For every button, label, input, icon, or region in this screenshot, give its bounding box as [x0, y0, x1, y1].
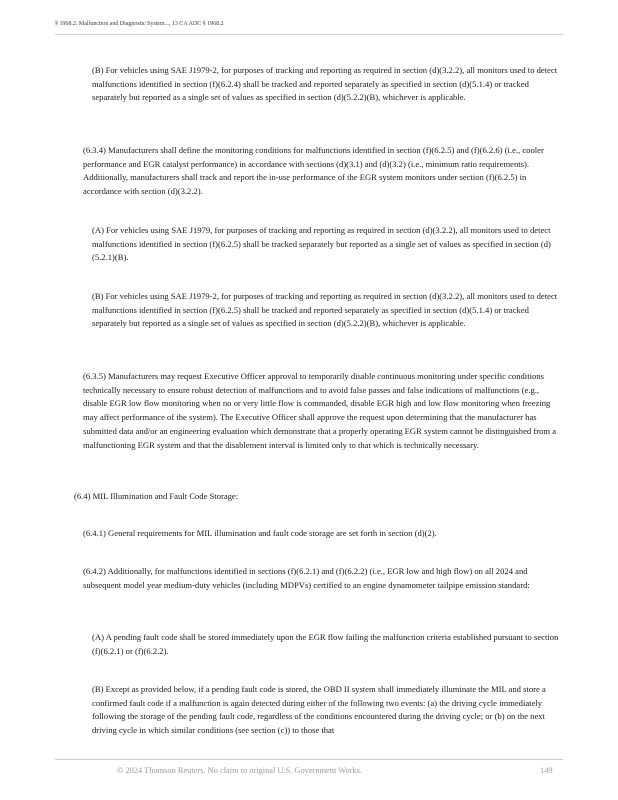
paragraph-6-3-3-b: (B) For vehicles using SAE J1979-2, for purposes of tracking and reporting as required in section (d)(3.2.2), all monitors used to detect malfunctions identified in section (f)(6.2.4) shall be tracked and reported separately as specified in section (d)(5.1.4) or tracked separately but reported as a single set of values as specified in section (d)(5.2.2)(B), whichever is applicable. [92, 65, 558, 103]
paragraph-6-4-2-a: (A) A pending fault code shall be stored immediately upon the EGR flow failing the malfunction criteria established pursuant to section (f)(6.2.1) or (f)(6.2.2). [92, 632, 559, 656]
paragraph-6-3-4: (6.3.4) Manufacturers shall define the monitoring conditions for malfunctions identified in section (f)(6.2.5) and (f)(6.2.6) (i.e., cooler performance and EGR catalyst performance) in accordance with sections (d)(3.1) and (d)(3.2) (i.e., minimum ratio requirements). Additionally, manufacturers shall track and report the in-use performance of the EGR system monitors under section (f)(6.2.5) in accordance with section (d)(3.2.2). [83, 145, 544, 197]
paragraph-6-3-4-b: (B) For vehicles using SAE J1979-2, for purposes of tracking and reporting as required in section (d)(3.2.2), all monitors used to detect malfunctions identified in section (f)(6.2.5) shall be tracked and reported separately as specified in section (d)(5.1.4) or tracked separately but reported as a single set of values as specified in section (d)(5.2.2)(B), whichever is applicable. [92, 291, 558, 329]
paragraph-6-4-2: (6.4.2) Additionally, for malfunctions identified in sections (f)(6.2.1) and (f)(6.2.2) (i.e., EGR low and high flow) on all 2024 and subsequent model year medium-duty vehicles (including MDPVs) certified to an engine dynamometer tailpipe emission standard: [83, 566, 530, 590]
copyright-notice: © 2024 Thomson Reuters. No claim to original U.S. Government Works. [117, 766, 362, 775]
document-citation-header: § 1968.2. Malfunction and Diagnostic System..., 13 CA ADC § 1968.2 [55, 20, 224, 27]
paragraph-6-3-5: (6.3.5) Manufacturers may request Executive Officer approval to temporarily disable continuous monitoring under specific conditions technically necessary to ensure robust detection of malfunctions and to avoid false passes and false indications of malfunctions (e.g., disable EGR low flow monitoring when no or very little flow is commanded, disable EGR high and low flow monitoring when freezing may affect performance of the system). The Executive Officer shall approve the request upon determining that the manufacturer has submitted data and/or an engineering evaluation which demonstrate that a properly operating EGR system cannot be distinguished from a malfunctioning EGR system and that the disablement interval is limited only to that which is technically necessary. [83, 371, 557, 450]
section-heading-6-4: (6.4) MIL Illumination and Fault Code Storage: [74, 491, 239, 501]
footer-divider [55, 759, 563, 760]
paragraph-6-4-2-b: (B) Except as provided below, if a pending fault code is stored, the OBD II system shall immediately illuminate the MIL and store a confirmed fault code if a malfunction is again detected during either of the following two events: (a) the driving cycle immediately following the storage of the pending fault code, regardless of the conditions encountered during the driving cycle; or (b) on the next driving cycle in which similar conditions (see section (c)) to those that [92, 684, 546, 736]
header-divider [55, 34, 563, 35]
paragraph-6-4-1: (6.4.1) General requirements for MIL illumination and fault code storage are set forth in section (d)(2). [83, 528, 437, 538]
page-number: 149 [540, 766, 553, 775]
paragraph-6-3-4-a: (A) For vehicles using SAE J1979, for purposes of tracking and reporting as required in section (d)(3.2.2), all monitors used to detect malfunctions identified in section (f)(6.2.5) shall be tracked separately but reported as a single set of values as specified in section (d)(5.2.1)(B). [92, 225, 551, 263]
